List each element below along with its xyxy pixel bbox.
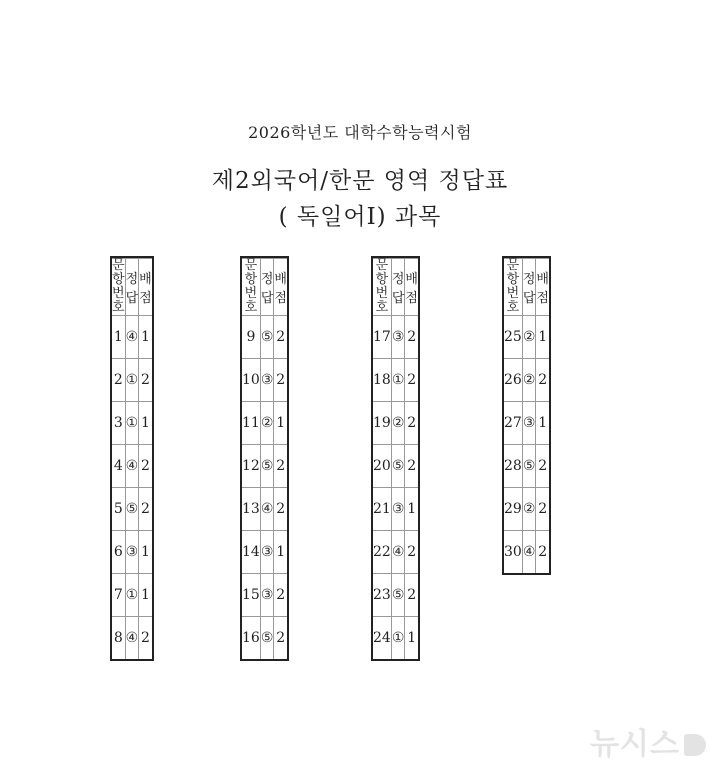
- answer-block-1: [110, 256, 154, 661]
- question-number-cell: 11: [242, 402, 260, 445]
- table-row: [504, 359, 549, 402]
- watermark-logo: [590, 719, 706, 763]
- points-cell: 1: [405, 488, 418, 531]
- answer-cell: ③: [391, 488, 405, 531]
- points-cell: 1: [274, 402, 287, 445]
- points-cell: 1: [274, 531, 287, 574]
- question-number-cell: 4: [112, 445, 125, 488]
- answer-cell: ③: [260, 531, 274, 574]
- question-number-cell: 2: [112, 359, 125, 402]
- question-number-cell: 17: [373, 316, 391, 359]
- points-cell: 1: [405, 617, 418, 660]
- answer-header: 정 답: [522, 259, 536, 316]
- answer-cell: ④: [125, 617, 139, 660]
- answer-cell: ④: [125, 316, 139, 359]
- points-cell: 2: [274, 488, 287, 531]
- table-row: [112, 531, 152, 574]
- answer-block-3: [371, 256, 420, 661]
- question-number-cell: 8: [112, 617, 125, 660]
- points-cell: 2: [405, 445, 418, 488]
- question-number-cell: 30: [504, 531, 522, 574]
- answer-cell: ④: [260, 488, 274, 531]
- table-row: [112, 617, 152, 660]
- table-row: [373, 531, 418, 574]
- answer-cell: ⑤: [260, 617, 274, 660]
- header-label: 번호: [375, 286, 389, 315]
- answer-cell: ②: [522, 316, 536, 359]
- table-row: [504, 445, 549, 488]
- table-row: [373, 488, 418, 531]
- points-cell: 2: [274, 316, 287, 359]
- answer-cell: ④: [125, 445, 139, 488]
- table-row: [242, 359, 287, 402]
- question-number-cell: 25: [504, 316, 522, 359]
- table-row: [373, 617, 418, 660]
- question-number-cell: 26: [504, 359, 522, 402]
- answer-cell: ④: [522, 531, 536, 574]
- question-number-cell: 12: [242, 445, 260, 488]
- answer-cell: ①: [125, 402, 139, 445]
- question-number-cell: 13: [242, 488, 260, 531]
- exam-title: 2026학년도 대학수학능력시험: [248, 123, 472, 142]
- answer-cell: ⑤: [522, 445, 536, 488]
- answer-block-2: [240, 256, 289, 661]
- table-row: [373, 445, 418, 488]
- question-number-header: [112, 259, 125, 316]
- table-row: [112, 445, 152, 488]
- table-row: [504, 531, 549, 574]
- question-number-cell: 21: [373, 488, 391, 531]
- points-cell: 2: [139, 488, 152, 531]
- question-number-header: [504, 259, 522, 316]
- answer-table: [242, 258, 287, 659]
- question-number-cell: 7: [112, 574, 125, 617]
- table-row: [242, 445, 287, 488]
- question-number-header: [242, 259, 260, 316]
- question-number-cell: 5: [112, 488, 125, 531]
- points-cell: 2: [405, 316, 418, 359]
- question-number-cell: 27: [504, 402, 522, 445]
- header-label: 번호: [244, 286, 258, 315]
- table-row: [373, 359, 418, 402]
- table-row: [373, 402, 418, 445]
- points-cell: 2: [536, 359, 549, 402]
- answer-cell: ②: [522, 488, 536, 531]
- answer-cell: ⑤: [260, 316, 274, 359]
- answer-cell: ②: [522, 359, 536, 402]
- answer-cell: ②: [260, 402, 274, 445]
- points-header: 배 점: [274, 259, 287, 316]
- table-row: [112, 359, 152, 402]
- answer-cell: ①: [125, 574, 139, 617]
- table-row: [242, 316, 287, 359]
- table-row: [373, 316, 418, 359]
- answer-cell: ⑤: [125, 488, 139, 531]
- answer-table: [112, 258, 152, 659]
- watermark-text: 뉴시스: [590, 727, 680, 762]
- points-cell: 2: [536, 488, 549, 531]
- table-row: [112, 574, 152, 617]
- points-cell: 1: [139, 531, 152, 574]
- table-row: [112, 402, 152, 445]
- points-cell: 1: [536, 316, 549, 359]
- points-cell: 2: [139, 445, 152, 488]
- points-cell: 1: [139, 574, 152, 617]
- header-label: 문항: [506, 258, 520, 287]
- answer-cell: ⑤: [260, 445, 274, 488]
- question-number-cell: 24: [373, 617, 391, 660]
- table-header-row: [504, 259, 549, 316]
- answer-cell: ③: [522, 402, 536, 445]
- points-cell: 2: [274, 359, 287, 402]
- question-number-cell: 3: [112, 402, 125, 445]
- answer-cell: ①: [391, 359, 405, 402]
- newsis-mark-icon: [684, 734, 706, 756]
- answer-cell: ③: [125, 531, 139, 574]
- question-number-cell: 20: [373, 445, 391, 488]
- answer-cell: ③: [260, 359, 274, 402]
- table-row: [242, 402, 287, 445]
- question-number-cell: 18: [373, 359, 391, 402]
- points-cell: 2: [274, 617, 287, 660]
- points-cell: 1: [139, 402, 152, 445]
- table-row: [242, 488, 287, 531]
- question-number-cell: 6: [112, 531, 125, 574]
- question-number-cell: 28: [504, 445, 522, 488]
- answer-cell: ①: [391, 617, 405, 660]
- answer-cell: ③: [391, 316, 405, 359]
- answer-cell: ⑤: [391, 574, 405, 617]
- table-header-row: [373, 259, 418, 316]
- answer-cell: ②: [391, 402, 405, 445]
- points-cell: 1: [139, 316, 152, 359]
- question-number-cell: 15: [242, 574, 260, 617]
- points-cell: 2: [405, 574, 418, 617]
- table-row: [373, 574, 418, 617]
- header-label: 번호: [112, 286, 125, 315]
- answer-table: [504, 258, 549, 573]
- answer-header: 정 답: [260, 259, 274, 316]
- question-number-cell: 29: [504, 488, 522, 531]
- answer-cell: ③: [260, 574, 274, 617]
- question-number-cell: 14: [242, 531, 260, 574]
- table-row: [242, 617, 287, 660]
- points-cell: 2: [139, 359, 152, 402]
- header-label: 문항: [112, 258, 125, 287]
- question-number-cell: 1: [112, 316, 125, 359]
- answer-cell: ⑤: [391, 445, 405, 488]
- points-cell: 2: [274, 574, 287, 617]
- points-header: 배 점: [139, 259, 152, 316]
- question-number-header: [373, 259, 391, 316]
- points-cell: 1: [536, 402, 549, 445]
- points-cell: 2: [536, 445, 549, 488]
- header-label: 문항: [244, 258, 258, 287]
- table-header-row: [242, 259, 287, 316]
- answer-cell: ①: [125, 359, 139, 402]
- question-number-cell: 22: [373, 531, 391, 574]
- header-label: 번호: [506, 286, 520, 315]
- question-number-cell: 9: [242, 316, 260, 359]
- table-header-row: [112, 259, 152, 316]
- table-row: [504, 488, 549, 531]
- points-cell: 2: [405, 531, 418, 574]
- table-row: [242, 574, 287, 617]
- question-number-cell: 19: [373, 402, 391, 445]
- table-row: [504, 402, 549, 445]
- points-cell: 2: [536, 531, 549, 574]
- points-header: 배 점: [536, 259, 549, 316]
- question-number-cell: 16: [242, 617, 260, 660]
- answer-table: [373, 258, 418, 659]
- header-label: 문항: [375, 258, 389, 287]
- answer-block-4: [502, 256, 551, 575]
- points-cell: 2: [405, 359, 418, 402]
- points-cell: 2: [274, 445, 287, 488]
- answer-header: 정 답: [125, 259, 139, 316]
- points-header: 배 점: [405, 259, 418, 316]
- question-number-cell: 10: [242, 359, 260, 402]
- answer-sheet-title: 제2외국어/한문 영역 정답표: [211, 168, 509, 194]
- table-row: [504, 316, 549, 359]
- subject-title: ( 독일어Ⅰ) 과목: [278, 204, 442, 230]
- answer-header: 정 답: [391, 259, 405, 316]
- table-row: [112, 488, 152, 531]
- answer-cell: ④: [391, 531, 405, 574]
- question-number-cell: 23: [373, 574, 391, 617]
- points-cell: 2: [405, 402, 418, 445]
- points-cell: 2: [139, 617, 152, 660]
- table-row: [112, 316, 152, 359]
- table-row: [242, 531, 287, 574]
